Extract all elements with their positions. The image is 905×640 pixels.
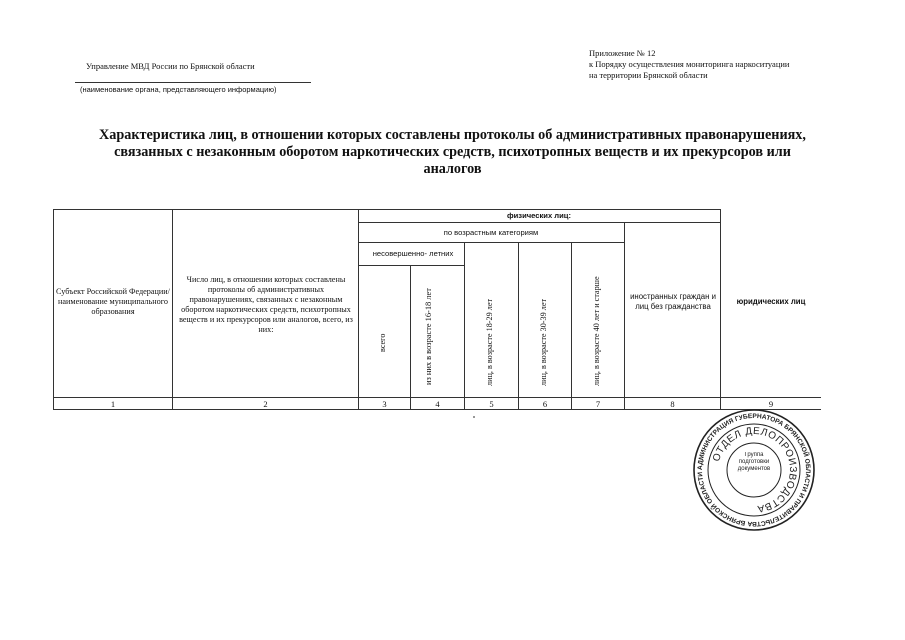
- annex-line: на территории Брянской области: [589, 70, 708, 80]
- annex-line: к Порядку осуществления мониторинга наркоситуации: [589, 59, 790, 69]
- column-number: 1: [110, 398, 116, 409]
- column-number: 3: [382, 398, 387, 409]
- column-number: 4: [435, 398, 440, 409]
- document-title: [45, 127, 860, 178]
- office-stamp: [692, 408, 816, 532]
- table-rule: [720, 209, 721, 410]
- stamp-inner-text: ОТДЕЛ ДЕЛОПРОИЗВОДСТВА: [711, 425, 799, 514]
- table-rule: [624, 222, 625, 410]
- column-number: 5: [489, 398, 494, 409]
- table-rule: [172, 209, 173, 410]
- column-number: 9: [768, 398, 774, 409]
- header-minors-total: всего: [378, 333, 387, 352]
- scan-speck: [473, 416, 475, 418]
- organization-caption: (наименование органа, представляющего информацию): [80, 85, 277, 94]
- header-age-18-29: лиц, в возрасте 18-29 лет: [485, 298, 494, 386]
- organization-underline: [75, 82, 311, 83]
- header-age-30-39: лиц, в возрасте 30-39 лет: [539, 298, 548, 386]
- stamp-center-text: Группа подготовки документов: [737, 452, 771, 472]
- table-rule: [518, 242, 519, 410]
- annex-note: [589, 48, 789, 81]
- title-line: Характеристика лиц, в отношении которых составлены протоколы об административных правонарушениях,: [99, 127, 806, 143]
- title-line: связанных с незаконным оборотом наркотических средств, психотропных веществ и их прекурсоров или: [114, 144, 791, 160]
- column-number: 8: [670, 398, 675, 409]
- header-total-persons: Число лиц, в отношении которых составлены протоколы об административных правонарушениях, связанных с незаконным оборотом наркотических средств, психотропных веществ и их прекурсоров или аналогов, всего, из них:: [179, 275, 353, 334]
- column-number: 2: [263, 398, 268, 409]
- column-number: 6: [542, 398, 548, 409]
- table-rule: [410, 265, 411, 410]
- header-legal-entities: юридических лиц: [736, 297, 806, 306]
- header-age-categories: по возрастным категориям: [443, 227, 539, 237]
- header-foreign-citizens: иностранных граждан и лиц без гражданства: [630, 292, 716, 311]
- table-rule: [571, 242, 572, 410]
- header-age-16-18: из них в возрасте 16-18 лет: [424, 288, 433, 385]
- stamp-seal: [692, 408, 816, 532]
- stamp-outer-text: АДМИНИСТРАЦИЯ ГУБЕРНАТОРА БРЯНСКОЙ ОБЛАСТИ И ПРАВИТЕЛЬСТВА БРЯНСКОЙ ОБЛАСТИ: [696, 412, 812, 528]
- table-rule: [358, 222, 720, 223]
- table-rule: [358, 265, 464, 266]
- organization-name: Управление МВД России по Брянской области: [86, 61, 255, 71]
- header-region: Субъект Российской Федерации/ наименование муниципального образования: [56, 287, 170, 316]
- header-minors: несовершенно- летних: [372, 248, 454, 258]
- header-age-40-plus: лиц, в возрасте 40 лет и старше: [592, 276, 601, 386]
- column-number: 7: [595, 398, 601, 409]
- title-line: аналогов: [423, 161, 482, 177]
- annex-line: Приложение № 12: [589, 48, 656, 58]
- table-rule: [358, 209, 359, 410]
- table-rule: [464, 242, 465, 410]
- header-physical-persons: физических лиц:: [506, 211, 571, 220]
- table-border-left: [53, 209, 54, 410]
